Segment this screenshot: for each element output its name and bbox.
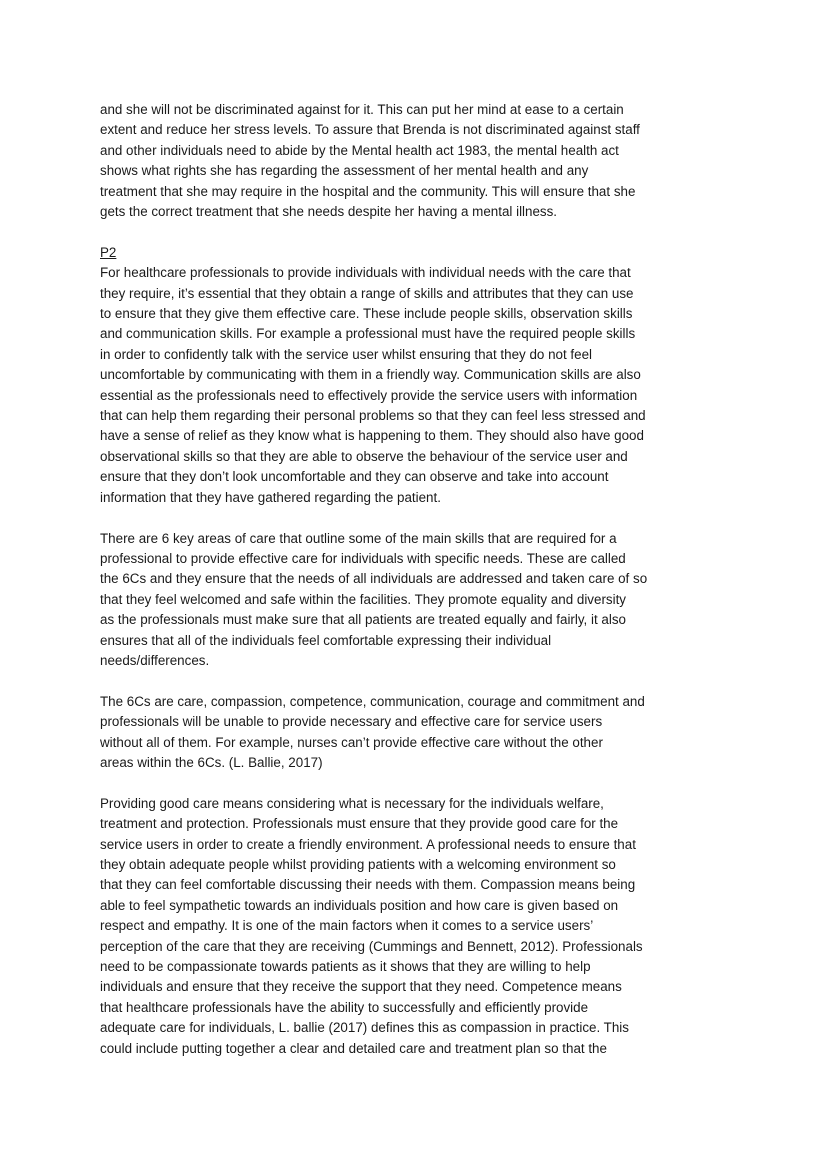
paragraph-skills-attributes: For healthcare professionals to provide individuals with individual needs with the care that they require, it’s essential that they obtain a range of skills and attributes that they can use to ensure that they give them effective care. These include people skills, observation skills and communication skills. For example a professional must have the required people skills in order to confidently talk with the service user whilst ensuring that they do not feel uncomfortable by communicating with them in a friendly way. Communication skills are also essential as the professionals need to effectively provide the service users with information that can help them regarding their personal problems so that they can feel less stressed and have a sense of relief as they know what is happening to them. They should also have good observational skills so that they are able to observe the behaviour of the service user and ensure that they don’t look uncomfortable and they can observe and take into account information that they have gathered regarding the patient. [100, 265, 646, 505]
paragraph-rights-mental-health-act: and she will not be discriminated against for it. This can put her mind at ease to a certain extent and reduce her stress levels. To assure that Brenda is not discriminated against staff and other individuals need to abide by the Mental health act 1983, the mental health act shows what rights she has regarding the assessment of her mental health and any treatment that she may require in the hospital and the community. This will ensure that she gets the correct treatment that she needs despite her having a mental illness. [100, 102, 640, 220]
paragraph-6cs-intro: There are 6 key areas of care that outline some of the main skills that are required for a professional to provide effective care for individuals with specific needs. These are called the 6Cs and they ensure that the needs of all individuals are addressed and taken care of so that they feel welcomed and safe within the facilities. They promote equality and diversity as the professionals must make sure that all patients are treated equally and fairly, it also ensures that all of the individuals feel comfortable expressing their individual needs/differences. [100, 530, 648, 668]
paragraph-6cs-list: The 6Cs are care, compassion, competence, communication, courage and commitment and professionals will be unable to provide necessary and effective care for service users without all of them. For example, nurses can’t provide effective care without the other areas within the 6Cs. (L. Ballie, 2017) [100, 693, 645, 770]
paragraph-good-care: Providing good care means considering what is necessary for the individuals welfare, treatment and protection. Professionals must ensure that they provide good care for the service users in order to create a friendly environment. A professional needs to ensure that they obtain adequate people whilst providing patients with a welcoming environment so that they can feel comfortable discussing their needs with them. Compassion means being able to feel sympathetic towards an individuals position and how care is given based on respect and empathy. It is one of the main factors when it comes to a service users’ perception of the care that they are receiving (Cummings and Bennett, 2012). Professionals need to be compassionate towards patients as it shows that they are willing to help individuals and ensure that they receive the support that they need. Competence means that healthcare professionals have the ability to successfully and efficiently provide adequate care for individuals, L. ballie (2017) defines this as compassion in practice. This could include putting together a clear and detailed care and treatment plan so that the [100, 795, 643, 1056]
document-body [100, 100, 740, 1079]
section-heading-p2: P2 [100, 244, 117, 260]
